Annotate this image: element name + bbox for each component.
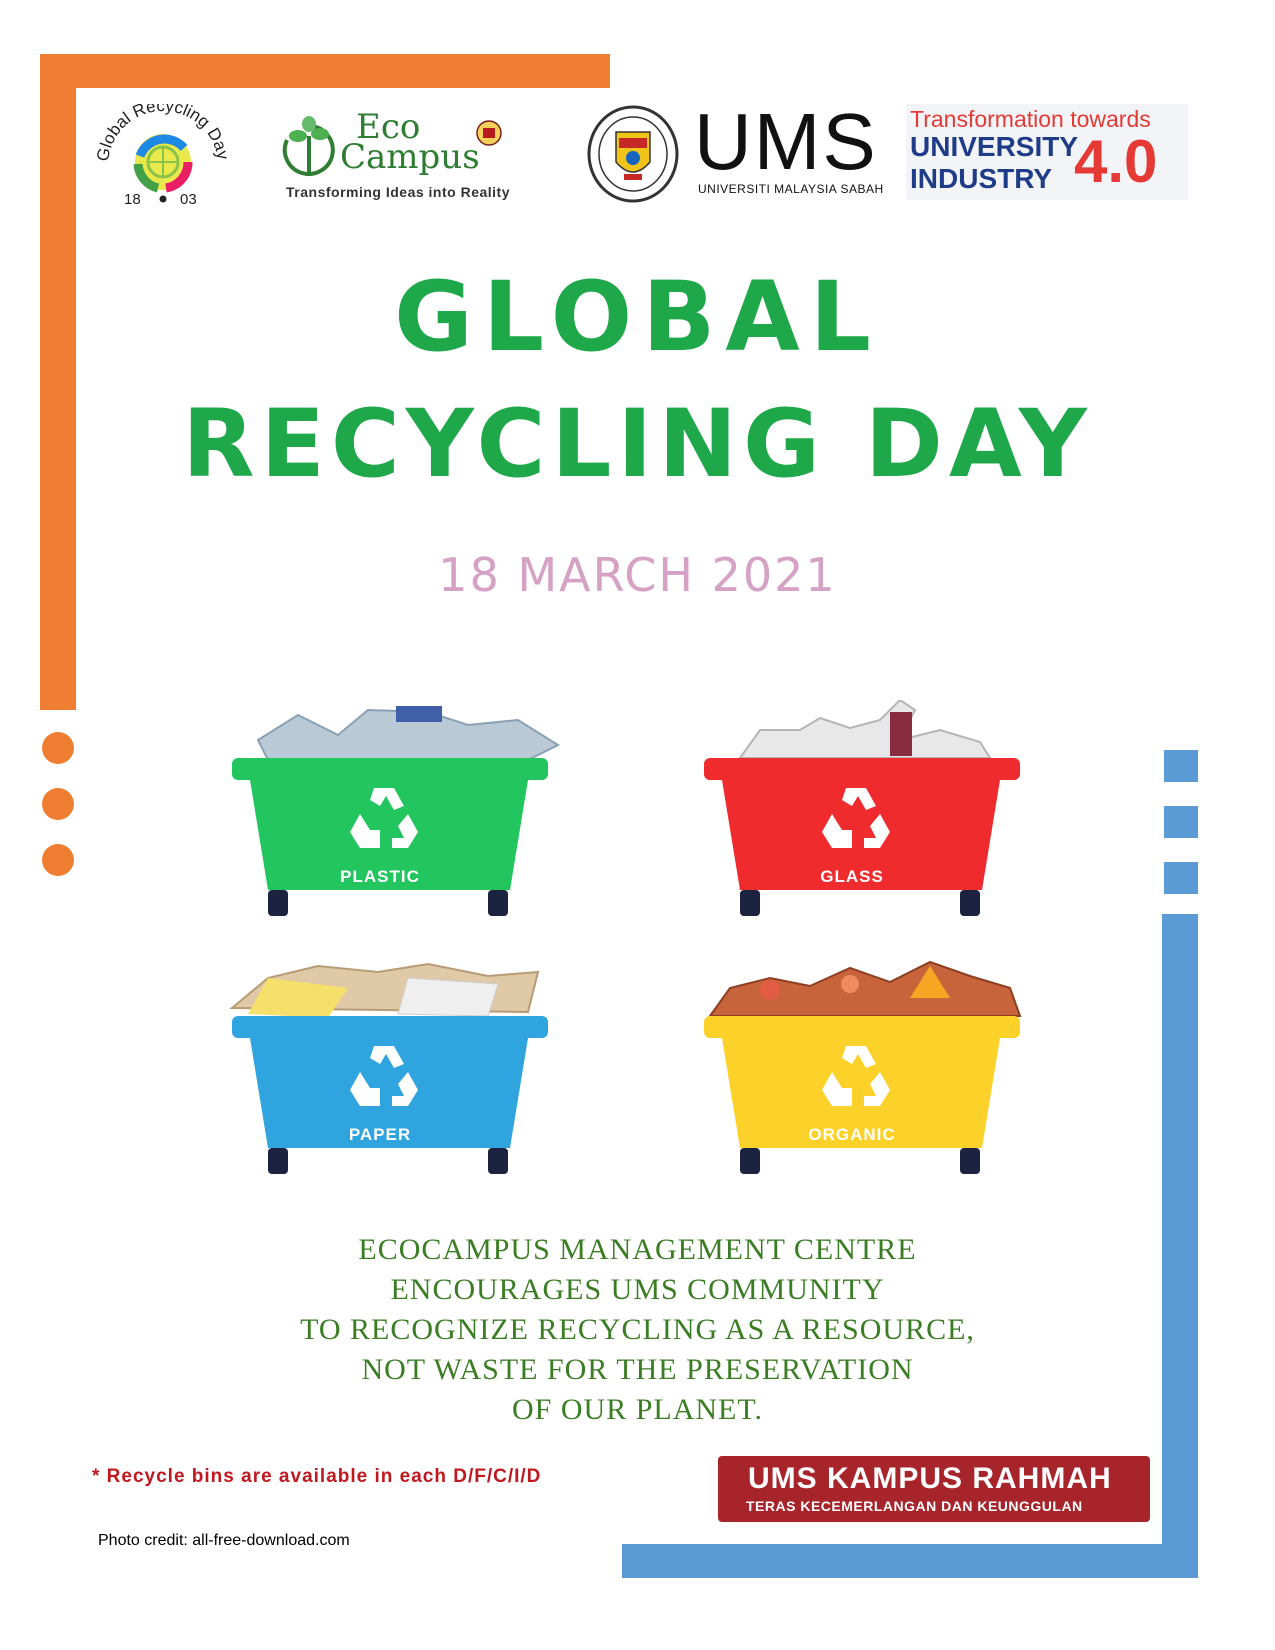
blue-square xyxy=(1164,806,1198,838)
message-line: OF OUR PLANET. xyxy=(512,1393,763,1426)
bin-wheel xyxy=(740,1148,760,1174)
ums-seal-logo xyxy=(586,104,680,204)
t40-line3: INDUSTRY xyxy=(910,163,1053,194)
title-line1: GLOBAL xyxy=(394,261,881,373)
orange-frame-left xyxy=(40,54,76,710)
badge-subtitle: TERAS KECEMERLANGAN DAN KEUNGGULAN xyxy=(746,1498,1083,1514)
bin-label: ORGANIC xyxy=(808,1125,896,1144)
message-line: TO RECOGNIZE RECYCLING AS A RESOURCE, xyxy=(300,1313,975,1346)
crest-icon xyxy=(476,120,502,146)
bin-wheel xyxy=(268,890,288,916)
message-line: ECOCAMPUS MANAGEMENT CENTRE xyxy=(358,1233,917,1266)
bin-lid xyxy=(232,1016,548,1038)
bin-wheel xyxy=(488,890,508,916)
bin-wheel xyxy=(960,1148,980,1174)
bins-availability-note: * Recycle bins are available in each D/F/C/I/D xyxy=(92,1466,542,1487)
orange-frame-top xyxy=(40,54,610,88)
blue-frame-bottom xyxy=(622,1544,1198,1578)
photo-credit: Photo credit: all-free-download.com xyxy=(98,1532,350,1549)
orange-dot xyxy=(42,844,74,876)
t40-line2: UNIVERSITY xyxy=(910,131,1079,162)
bin-lid xyxy=(704,758,1020,780)
grd-ring-text: Global Recycling Day xyxy=(93,104,233,163)
tree-icon xyxy=(276,112,342,182)
bin-wheel xyxy=(960,890,980,916)
orange-dot xyxy=(42,788,74,820)
event-date: 18 MARCH 2021 xyxy=(438,548,837,602)
eco-campus-logo xyxy=(276,108,564,204)
ums-kampus-rahmah-badge xyxy=(718,1456,1150,1522)
global-recycling-day-logo xyxy=(88,104,238,208)
bin-wheel xyxy=(488,1148,508,1174)
glass-bin xyxy=(700,700,1040,920)
blue-square xyxy=(1164,750,1198,782)
eco-campus-line2: Campus xyxy=(340,137,480,177)
bin-wheel xyxy=(740,890,760,916)
organic-bin xyxy=(700,958,1040,1178)
bin-lid xyxy=(232,758,548,780)
bin-lid xyxy=(704,1016,1020,1038)
grd-date-left: 18 xyxy=(124,191,141,208)
title-line2: RECYCLING DAY xyxy=(182,390,1093,499)
bin-wheel xyxy=(268,1148,288,1174)
transformation-4-0-logo xyxy=(906,104,1188,200)
blue-square xyxy=(1164,862,1198,894)
t40-version: 4.0 xyxy=(1074,128,1158,195)
ums-full-name: UNIVERSITI MALAYSIA SABAH xyxy=(698,182,884,196)
paper-bin xyxy=(228,958,568,1178)
bin-label: GLASS xyxy=(820,867,884,886)
t40-line1: Transformation towards xyxy=(910,106,1151,132)
ums-wordmark: UMS xyxy=(694,97,878,186)
eco-campus-tagline: Transforming Ideas into Reality xyxy=(286,184,510,200)
orange-dot xyxy=(42,732,74,764)
grd-date-right: 03 xyxy=(180,191,197,208)
badge-title: UMS KAMPUS RAHMAH xyxy=(748,1462,1112,1495)
campaign-message xyxy=(0,1230,1275,1430)
message-line: NOT WASTE FOR THE PRESERVATION xyxy=(361,1353,914,1386)
bin-label: PAPER xyxy=(348,1125,412,1144)
plastic-bin xyxy=(228,700,568,920)
eco-campus-line1: Eco xyxy=(356,107,421,147)
message-line: ENCOURAGES UMS COMMUNITY xyxy=(390,1273,885,1306)
bin-label: PLASTIC xyxy=(340,867,420,886)
